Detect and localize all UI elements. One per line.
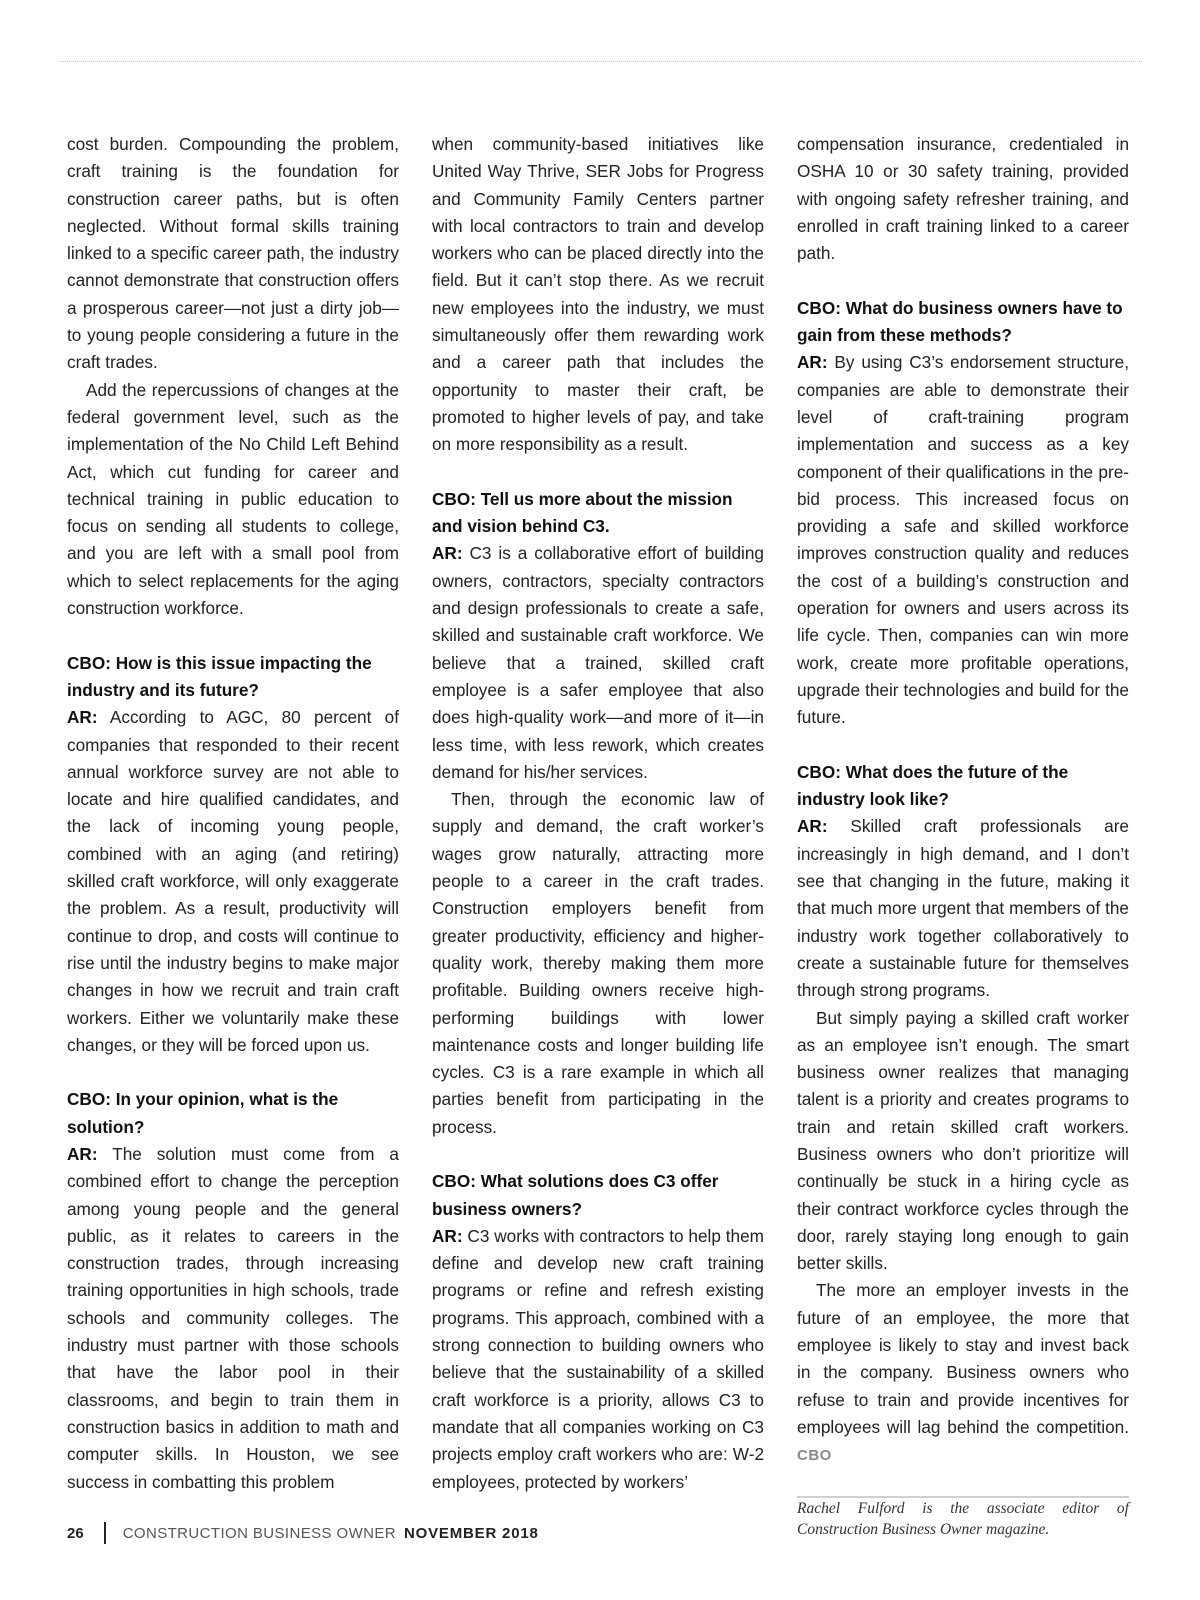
answer-text: Skilled craft professionals are increasingly in high demand, and I don’t see that changing in the future, making it that much more urgent that members of the industry work together collaboratively to create a sustainable future for themselves through strong programs. (797, 816, 1129, 1001)
article-column-3 (797, 131, 1129, 1540)
answer-paragraph (432, 1223, 764, 1496)
answer-text: According to AGC, 80 percent of companies that responded to their recent annual workforce survey are not able to locate and hire qualified candidates, and the lack of incoming young people, combined with an aging (and retiring) skilled craft workforce, will only exaggerate the problem. As a result, productivity will continue to drop, and costs will continue to rise until the industry begins to make major changes in how we recruit and train craft workers. Either we voluntarily make these changes, or they will be forced upon us. (67, 707, 399, 1055)
question-heading: CBO: What does the future of the industry look like? (797, 761, 1069, 810)
paragraph: But simply paying a skilled craft worker as an employee isn’t enough. The smart business owner realizes that managing talent is a priority and creates programs to train and retain skilled craft workers. Business owners who don’t prioritize will continually be stuck in a hiring cycle as their contract workforce cycles through the door, rarely staying long enough to gain better skills. (797, 1007, 1129, 1274)
answer-paragraph (432, 540, 764, 786)
paragraph-text: The more an employer invests in the future of an employee, the more that employee is likely to stay and invest back in the company. Business owners who refuse to train and provide incentives for employees will lag behind the competition. (797, 1280, 1129, 1437)
question-heading: CBO: In your opinion, what is the solution? (67, 1089, 339, 1137)
article-column-1 (67, 131, 399, 1496)
answer-text: The solution must come from a combined effort to change the perception among young people and the general public, as it relates to careers in the construction trades, through increasing training opportunities in high schools, trade schools and community colleges. The industry must partner with those schools that have the labor pool in their classrooms, and begin to train them in construction basics in addition to math and computer skills. In Houston, we see success in combatting this problem (67, 1143, 399, 1492)
answer-paragraph (67, 704, 399, 1059)
paragraph: Add the repercussions of changes at the federal government level, such as the implementation of the No Child Left Behind Act, which cut funding for career and technical training in public education to focus on sending all students to college, and you are left with a small pool from which to select replacements for the aging construction workforce. (67, 379, 399, 619)
author-byline: Rachel Fulford is the associate editor of Construction Business Owner magazine. (797, 1499, 1129, 1538)
answer-paragraph (797, 349, 1129, 731)
answer-text: C3 works with contractors to help them define and develop new craft training programs or refine and refresh existing programs. This approach, combined with a strong connection to building owners who believe that the sustainability of a skilled craft workforce is a priority, allows C3 to mandate that all companies working on C3 projects employ craft workers who are: W-2 employees, protected by workers’ (432, 1225, 764, 1492)
answer-label: AR: (432, 1225, 463, 1246)
magazine-name: CONSTRUCTION BUSINESS OWNER (122, 1524, 397, 1542)
answer-paragraph (797, 813, 1129, 1004)
answer-label: AR: (432, 543, 463, 564)
answer-label: AR: (797, 816, 828, 837)
end-mark: CBO (797, 1447, 832, 1465)
answer-label: AR: (67, 1143, 98, 1164)
answer-text: By using C3’s endorsement structure, companies are able to demonstrate their level of craft-training program implementation and success as a key component of their qualifications in the pre-bid process. This increased focus on providing a safe and skilled workforce improves construction quality and reduces the cost of a building’s construction and operation for owners and users across its life cycle. Then, companies can win more work, create more profitable operations, upgrade their technologies and build for the future. (797, 352, 1129, 728)
paragraph: Then, through the economic law of supply and demand, the craft worker’s wages grow naturally, attracting more people to a career in the craft trades. Construction employers benefit from greater productivity, efficiency and higher-quality work, thereby making them more profitable. Building owners receive high-performing buildings with lower maintenance costs and longer building life cycles. C3 is a rare example in which all parties benefit from participating in the process. (432, 789, 764, 1137)
issue-date: NOVEMBER 2018 (404, 1524, 539, 1542)
question-heading: CBO: How is this issue impacting the industry and its future? (67, 652, 372, 700)
article-column-2 (432, 131, 764, 1496)
answer-label: AR: (67, 707, 98, 728)
paragraph: cost burden. Compounding the problem, craft training is the foundation for construction career paths, but is often neglected. Without formal skills training linked to a specific career path, the industry cannot demonstrate that construction offers a prosperous career—not just a dirty job—to young people considering a future in the craft trades. (67, 134, 399, 373)
page-footer (67, 1521, 539, 1545)
answer-label: AR: (797, 352, 828, 373)
paragraph: when community-based initiatives like United Way Thrive, SER Jobs for Progress and Community Family Centers partner with local contractors to train and develop workers who can be placed directly into the field. But it can’t stop there. As we recruit new employees into the industry, we must simultaneously offer them rewarding work and a career path that includes the opportunity to master their craft, be promoted to higher levels of pay, and take on more responsibility as a result. (432, 134, 764, 455)
header-divider (60, 61, 1142, 62)
question-heading: CBO: What do business owners have to gain from these methods? (797, 297, 1123, 346)
footer-divider (104, 1522, 106, 1544)
paragraph (797, 1277, 1129, 1469)
page-number: 26 (67, 1524, 84, 1542)
paragraph: compensation insurance, credentialed in OSHA 10 or 30 safety training, provided with ongoing safety refresher training, and enrolled in craft training linked to a career path. (797, 134, 1129, 264)
answer-text: C3 is a collaborative effort of building owners, contractors, specialty contractors and design professionals to create a safe, skilled and sustainable craft workforce. We believe that a trained, skilled craft employee is a safer employee that also does high-quality work—and more of it—in less time, with less rework, which creates demand for his/her services. (432, 543, 764, 782)
answer-paragraph (67, 1141, 399, 1496)
question-heading: CBO: Tell us more about the mission and vision behind C3. (432, 488, 733, 537)
question-heading: CBO: What solutions does C3 offer business owners? (432, 1171, 719, 1219)
